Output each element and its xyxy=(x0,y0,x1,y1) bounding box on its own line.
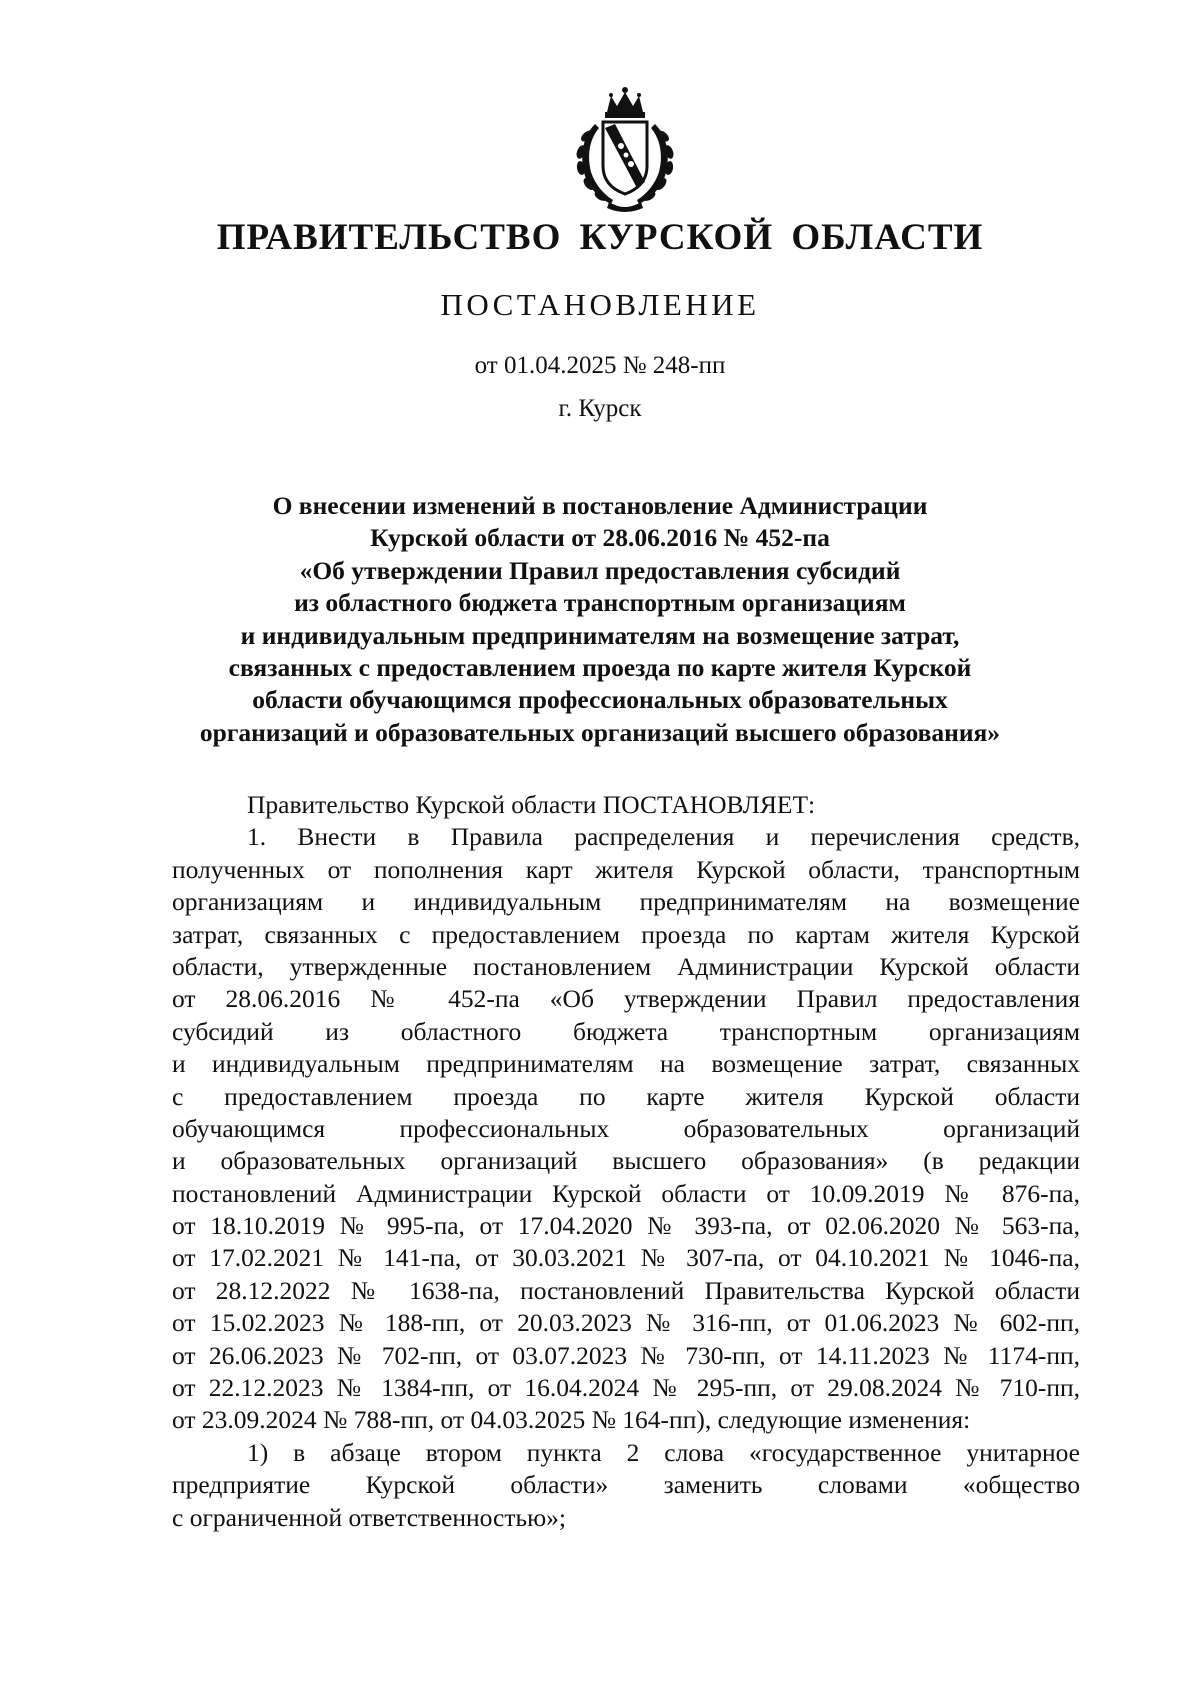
heading-line: связанных с предоставлением проезда по карте жителя Курской xyxy=(228,653,972,683)
heading-line: «Об утверждении Правил предоставления субсидий xyxy=(299,555,901,585)
item-1-line: от 22.12.2023 № 1384-пп, от 16.04.2024 № 295-пп, от 29.08.2024 № 710-пп, xyxy=(172,1373,1080,1403)
item-1-line: от 23.09.2024 № 788-пп, от 04.03.2025 № 164-пп), следующие изменения: xyxy=(172,1405,971,1435)
heading-line: и индивидуальным предпринимателям на возмещение затрат, xyxy=(240,620,960,650)
subitem-1-line: 1) в абзаце втором пункта 2 слова «государственное унитарное xyxy=(247,1437,1080,1467)
item-1-line: с предоставлением проезда по карте жителя Курской области xyxy=(172,1081,1080,1111)
document-number: от 01.04.2025 № 248-пп xyxy=(474,352,726,379)
heading-line: области обучающимся профессиональных образовательных xyxy=(252,685,948,715)
item-1-line: от 18.10.2019 № 995-па, от 17.04.2020 № 393-па, от 02.06.2020 № 563-па, xyxy=(172,1211,1080,1241)
item-1-line: организациям и индивидуальным предпринимателям на возмещение xyxy=(172,887,1080,917)
subitem-1-line: предприятие Курской области» заменить словами «общество xyxy=(172,1470,1080,1500)
item-1-line: субсидий из областного бюджета транспортным организациям xyxy=(172,1016,1080,1046)
item-1-line: от 26.06.2023 № 702-пп, от 03.07.2023 № 730-пп, от 14.11.2023 № 1174-пп, xyxy=(172,1340,1080,1370)
document-heading xyxy=(120,490,1080,749)
preamble: Правительство Курской области ПОСТАНОВЛЯЕТ: xyxy=(247,790,816,819)
heading-line: организаций и образовательных организаций высшего образования» xyxy=(199,717,1001,747)
item-1-line: и индивидуальным предпринимателям на возмещение затрат, связанных xyxy=(172,1049,1080,1079)
item-1-line: от 28.12.2022 № 1638-па, постановлений Правительства Курской области xyxy=(172,1275,1080,1305)
item-1-line: постановлений Администрации Курской области от 10.09.2019 № 876-па, xyxy=(172,1178,1080,1208)
item-1-line: области, утвержденные постановлением Администрации Курской области xyxy=(172,951,1080,981)
organization-title: ПРАВИТЕЛЬСТВО КУРСКОЙ ОБЛАСТИ xyxy=(216,217,984,258)
heading-line: О внесении изменений в постановление Администрации xyxy=(272,491,928,520)
item-1-line: от 28.06.2016 № 452-па «Об утверждении Правил предоставления xyxy=(172,984,1080,1014)
document-body xyxy=(172,789,1080,1534)
document-type: ПОСТАНОВЛЕНИЕ xyxy=(440,287,760,322)
item-1-line: обучающимся профессиональных образовательных организаций xyxy=(172,1113,1080,1143)
item-1-line: затрат, связанных с предоставлением проезда по картам жителя Курской xyxy=(172,919,1080,949)
item-1-line: от 17.02.2021 № 141-па, от 30.03.2021 № 307-па, от 04.10.2021 № 1046-па, xyxy=(172,1243,1080,1273)
document-city: г. Курск xyxy=(558,395,642,422)
item-1-line: и образовательных организаций высшего образования» (в редакции xyxy=(172,1146,1080,1176)
item-1-line: от 15.02.2023 № 188-пп, от 20.03.2023 № 316-пп, от 01.06.2023 № 602-пп, xyxy=(172,1308,1080,1338)
item-1-line: полученных от пополнения карт жителя Курской области, транспортным xyxy=(172,854,1080,884)
heading-line: Курской области от 28.06.2016 № 452-па xyxy=(370,523,830,553)
kursk-region-coat-of-arms-icon xyxy=(565,84,685,214)
item-1-line: 1. Внести в Правила распределения и перечисления средств, xyxy=(247,822,1080,852)
heading-line: из областного бюджета транспортным организациям xyxy=(294,588,906,618)
subitem-1-line: с ограниченной ответственностью»; xyxy=(172,1502,567,1532)
